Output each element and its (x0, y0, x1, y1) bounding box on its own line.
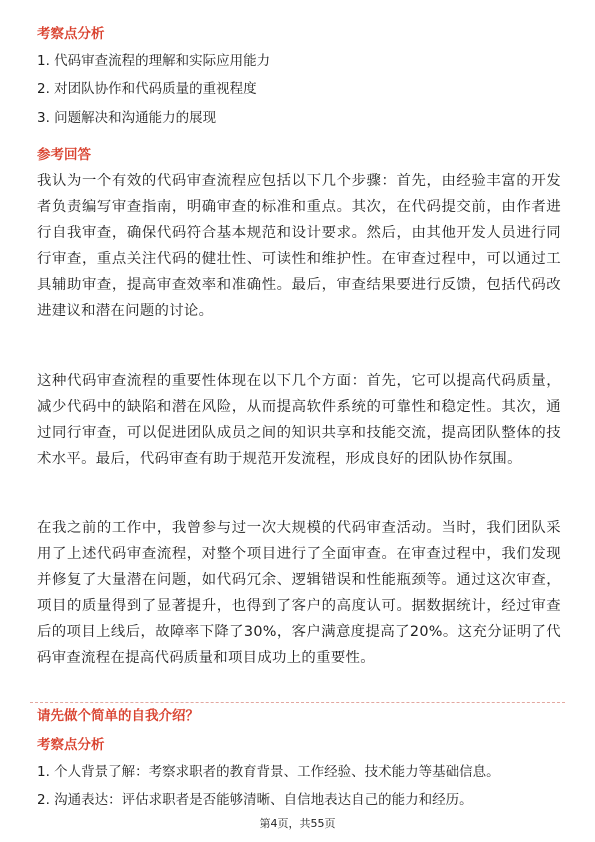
answer-heading: 参考回答 (37, 147, 91, 163)
analysis-item-2: 2. 对团队协作和代码质量的重视程度 (37, 81, 257, 97)
analysis-heading: 考察点分析 (37, 26, 105, 42)
section-divider (30, 702, 565, 703)
analysis-item-2-2: 2. 沟通表达：评估求职者是否能够清晰、自信地表达自己的能力和经历。 (37, 792, 473, 808)
answer-paragraph-1: 我认为一个有效的代码审查流程应包括以下几个步骤：首先，由经验丰富的开发者负责编写审查指南，明确审查的标准和重点。其次，在代码提交前，由作者进行自我审查，确保代码符合基本规范和设计要求。然后，由其他开发人员进行同行审查，重点关注代码的健壮性、可读性和维护性。在审查过程中，可以通过工具辅助审查，提高审查效率和准确性。最后，审查结果要进行反馈，包括代码改进建议和潜在问题的讨论。 (37, 173, 561, 320)
answer-paragraph-2: 这种代码审查流程的重要性体现在以下几个方面：首先，它可以提高代码质量，减少代码中的缺陷和潜在风险，从而提高软件系统的可靠性和稳定性。其次，通过同行审查，可以促进团队成员之间的知识共享和技能交流，提高团队整体的技术水平。最后，代码审查有助于规范开发流程，形成良好的团队协作氛围。 (37, 373, 561, 468)
analysis-item-1: 1. 代码审查流程的理解和实际应用能力 (37, 53, 271, 69)
question-heading: 请先做个简单的自我介绍？ (37, 708, 199, 724)
analysis-item-3: 3. 问题解决和沟通能力的展现 (37, 110, 217, 126)
answer-paragraph-3: 在我之前的工作中，我曾参与过一次大规模的代码审查活动。当时，我们团队采用了上述代码审查流程，对整个项目进行了全面审查。在审查过程中，我们发现并修复了大量潜在问题，如代码冗余、逻辑错误和性能瓶颈等。通过这次审查，项目的质量得到了显著提升，也得到了客户的高度认可。据数据统计，经过审查后的项目上线后，故障率下降了30%，客户满意度提高了20%。这充分证明了代码审查流程在提高代码质量和项目成功上的重要性。 (37, 520, 561, 667)
analysis-heading-2: 考察点分析 (37, 737, 105, 753)
analysis-item-2-1: 1. 个人背景了解：考察求职者的教育背景、工作经验、技术能力等基础信息。 (37, 764, 500, 780)
page-number: 第4页，共55页 (259, 817, 336, 830)
